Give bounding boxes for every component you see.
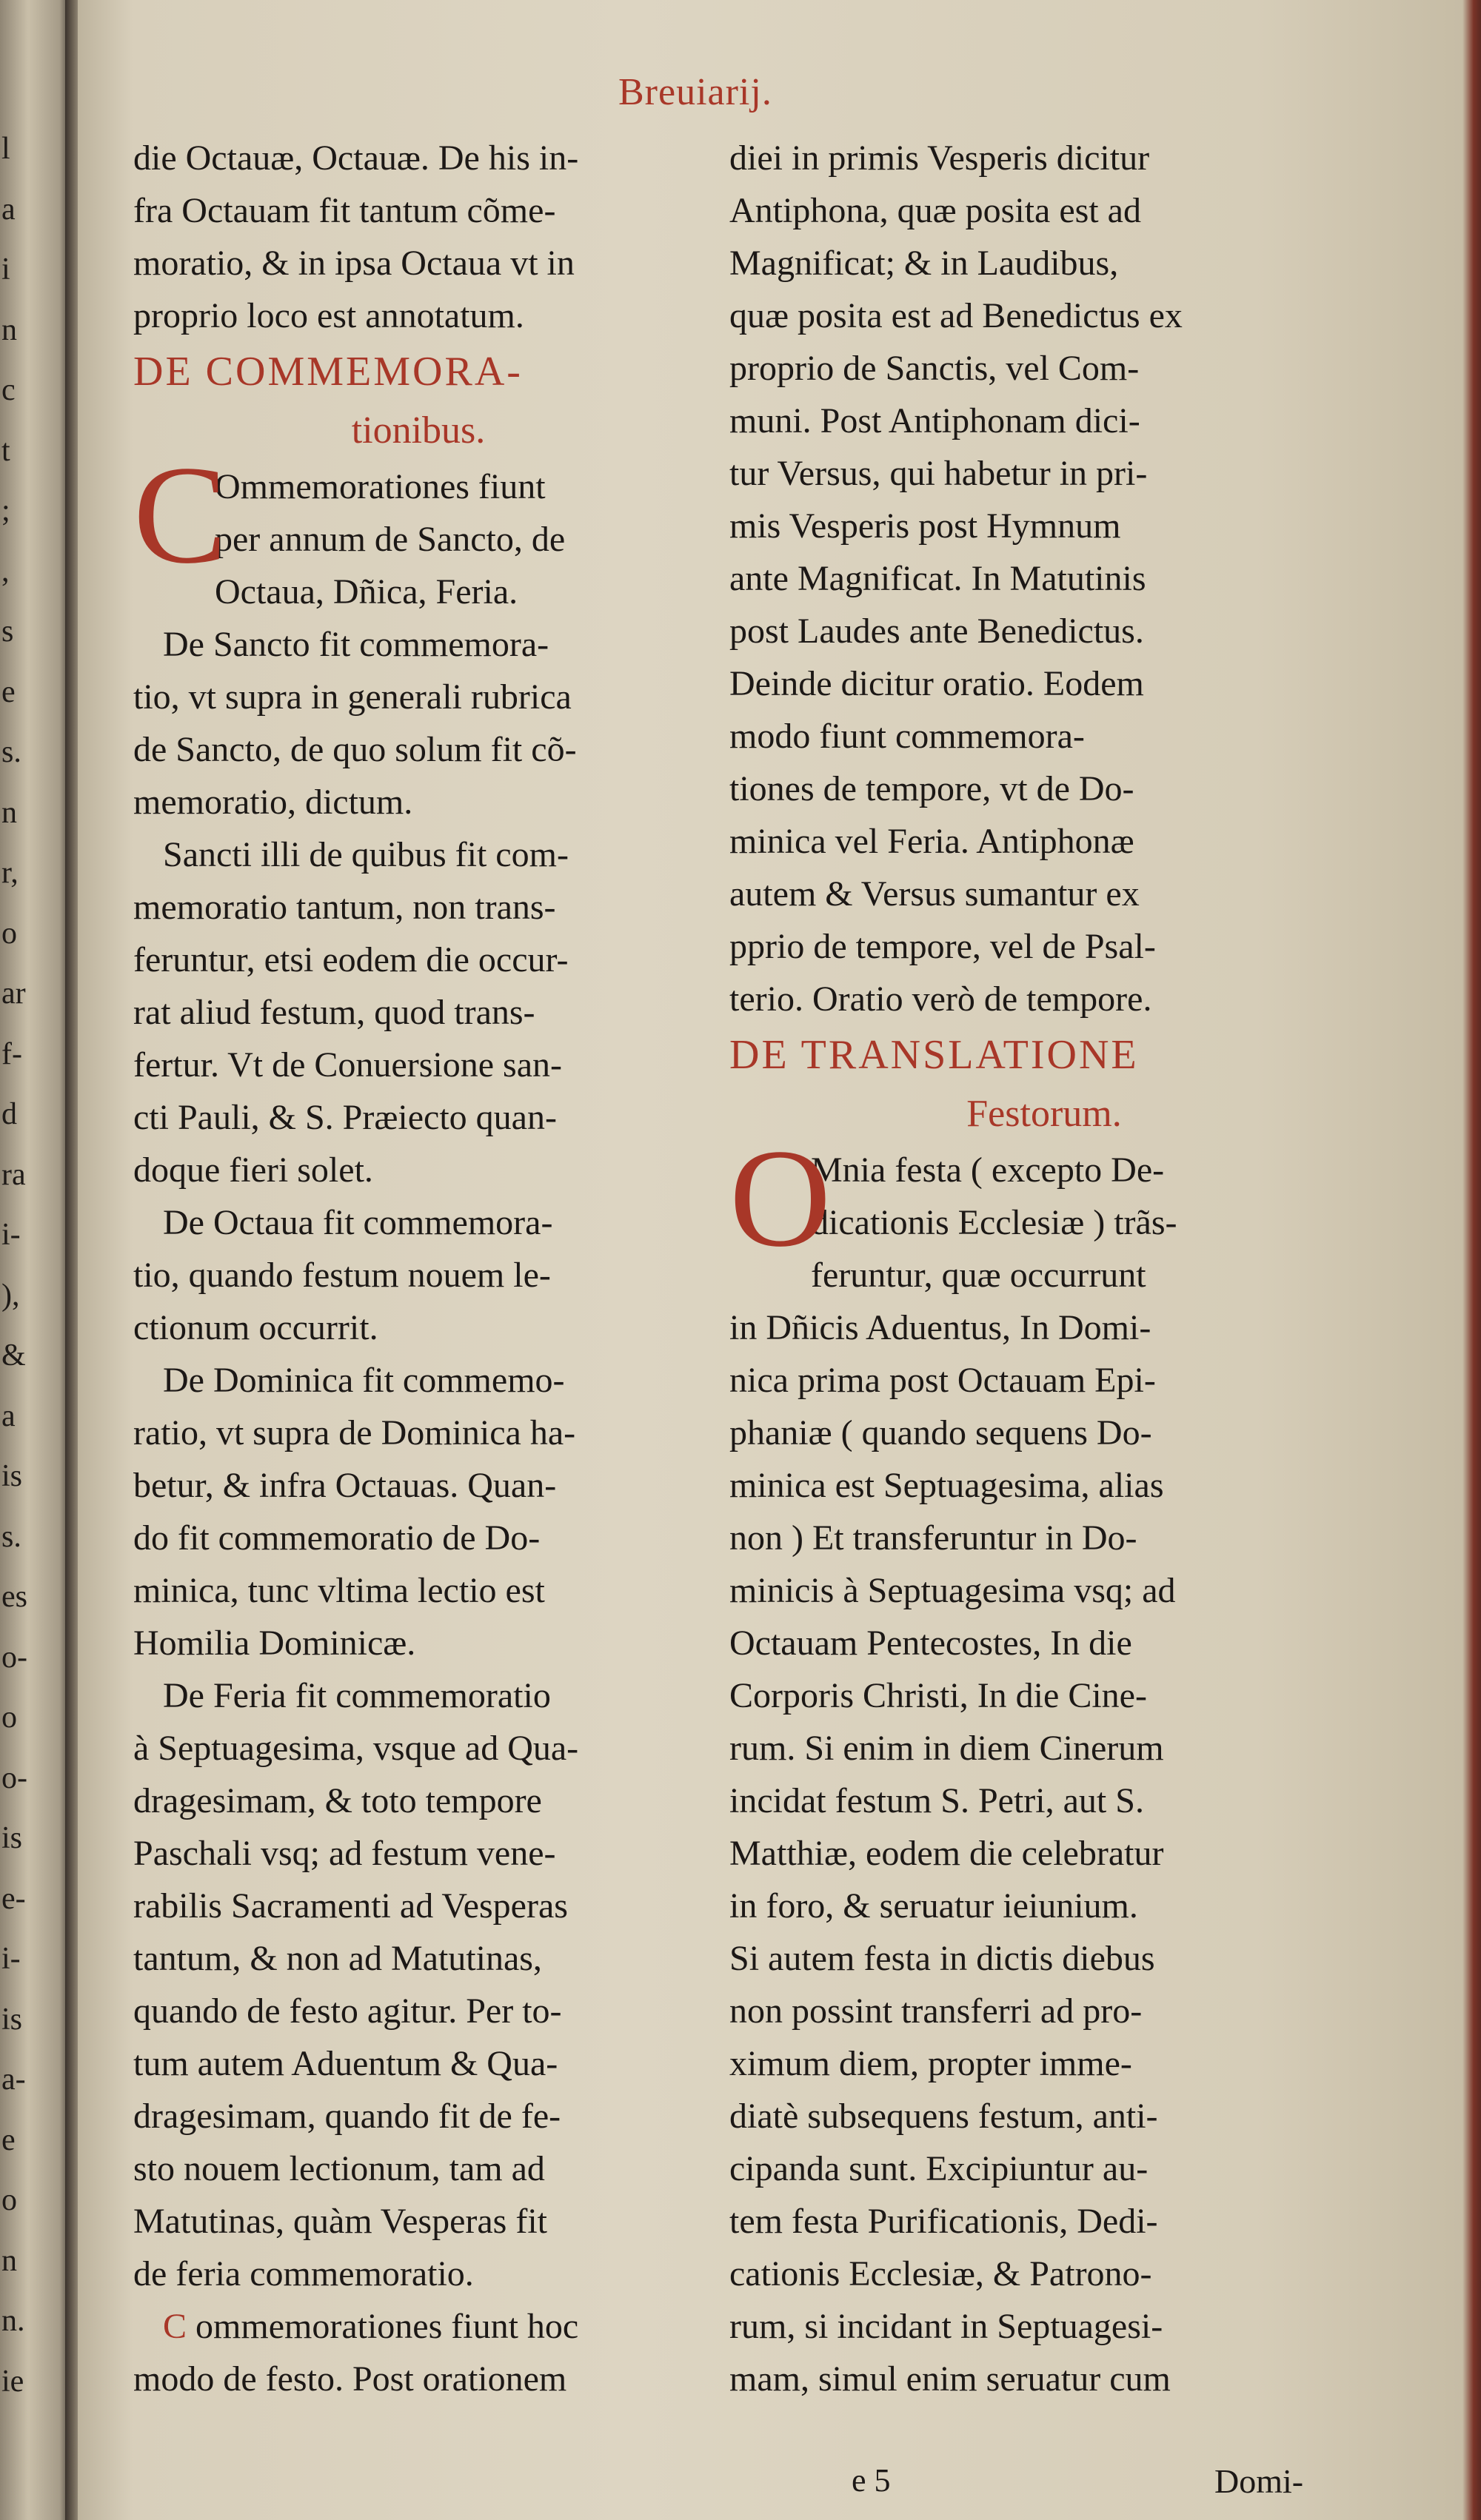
margin-fragment: o	[1, 1700, 17, 1735]
text-line: dragesimam, & toto tempore	[133, 1781, 542, 1820]
text-line: quæ posita est ad Benedictus ex	[729, 296, 1183, 335]
margin-fragment: i	[1, 252, 10, 286]
section-heading-translatione: DE TRANSLATIONE	[729, 1032, 1139, 1078]
text-line: non ) Et transferuntur in Do-	[729, 1518, 1137, 1558]
catchword: Domi-	[1214, 2462, 1304, 2500]
text-line	[133, 2300, 703, 2353]
text-line: memoratio tantum, non trans-	[133, 888, 556, 927]
text-line: tum autem Aduentum & Qua-	[133, 2044, 558, 2083]
text-line: Corporis Christi, In die Cine-	[729, 1676, 1147, 1715]
text-line: autem & Versus sumantur ex	[729, 874, 1140, 914]
margin-fragment: n	[1, 2243, 17, 2278]
right-continuation-text	[729, 132, 1359, 1025]
margin-fragment: t	[1, 433, 10, 468]
text-line: de feria commemoratio.	[133, 2254, 474, 2293]
paragraph-de-dominica	[133, 1354, 703, 1669]
text-line: incidat festum S. Petri, aut S.	[729, 1781, 1144, 1820]
dropcap-paragraph-left	[133, 438, 703, 618]
text-line: tio, quando festum nouem le-	[133, 1256, 551, 1295]
running-head: Breuiarij.	[618, 71, 772, 113]
text-line: Homilia Dominicæ.	[133, 1623, 416, 1663]
text-line: non possint transferri ad pro-	[729, 1991, 1143, 2031]
text-line: phaniæ ( quando sequens Do-	[729, 1413, 1152, 1452]
left-intro-text	[133, 132, 703, 342]
text-line: pprio de tempore, vel de Psal-	[729, 927, 1156, 966]
text-line: Octauam Pentecostes, In die	[729, 1623, 1132, 1663]
text-line: modo de festo. Post orationem	[133, 2359, 567, 2399]
text-line: Si autem festa in dictis diebus	[729, 1939, 1155, 1978]
paragraph-sancti-illi	[133, 828, 703, 1196]
text-line: doque fieri solet.	[133, 1150, 373, 1190]
text-line: ante Magnificat. In Matutinis	[729, 559, 1146, 598]
text-line: minica, tunc vltima lectio est	[133, 1571, 545, 1610]
dropcap-initial-c: C	[133, 438, 227, 593]
text-line: in Dñicis Aduentus, In Domi-	[729, 1308, 1151, 1347]
margin-fragment: a	[1, 192, 16, 227]
dropcap-initial-o: O	[729, 1121, 832, 1276]
initial-c: C	[163, 2307, 196, 2346]
text-line: ctionum occurrit.	[133, 1308, 378, 1347]
text-line: Mnia festa ( excepto De-	[811, 1150, 1165, 1190]
text-line: rum, si incidant in Septuagesi-	[729, 2307, 1163, 2346]
margin-fragment: c	[1, 373, 16, 407]
margin-fragment: ie	[1, 2364, 24, 2399]
margin-fragment: i-	[1, 1942, 21, 1976]
text-line: tantum, & non ad Matutinas,	[133, 1939, 542, 1978]
text-line: sto nouem lectionum, tam ad	[133, 2149, 545, 2188]
text-line: Octaua, Dñica, Feria.	[215, 572, 518, 611]
text-line: tem festa Purificationis, Dedi-	[729, 2202, 1158, 2241]
paragraph-commemorationes-modo	[133, 2300, 703, 2405]
margin-fragment: i-	[1, 1218, 21, 1252]
margin-fragment: is	[1, 1821, 23, 1855]
section-subheading-festorum: Festorum.	[966, 1093, 1122, 1135]
text-line: per annum de Sancto, de	[215, 520, 566, 559]
text-line: minicis à Septuagesima vsq; ad	[729, 1571, 1176, 1610]
text-line: ximum diem, propter imme-	[729, 2044, 1132, 2083]
text-line: De Octaua fit commemora-	[163, 1203, 553, 1242]
right-column	[729, 132, 1359, 2405]
left-column	[133, 132, 703, 2405]
text-line: diei in primis Vesperis dicitur	[729, 138, 1150, 178]
margin-fragment: n	[1, 312, 17, 347]
text-line: minica est Septuagesima, alias	[729, 1466, 1164, 1505]
text-line: diatè subsequens festum, anti-	[729, 2097, 1158, 2136]
text-line: memoratio, dictum.	[133, 783, 413, 822]
text-line: muni. Post Antiphonam dici-	[729, 401, 1140, 440]
margin-fragment: n	[1, 795, 17, 830]
margin-fragment: l	[1, 132, 10, 166]
margin-fragment: e	[1, 674, 16, 709]
text-line: mam, simul enim seruatur cum	[729, 2359, 1171, 2399]
right-translatione-text	[729, 1301, 1359, 2405]
text-line: die Octauæ, Octauæ. De his in-	[133, 138, 579, 178]
text-line: fra Octauam fit tantum cõme-	[133, 191, 556, 230]
text-line: mis Vesperis post Hymnum	[729, 506, 1121, 546]
text-line: De Dominica fit commemo-	[163, 1361, 565, 1400]
text-line: cti Pauli, & S. Præiecto quan-	[133, 1098, 557, 1137]
margin-fragment: ),	[1, 1278, 20, 1313]
text-line: De Feria fit commemoratio	[163, 1676, 551, 1715]
page-right-edge	[1462, 0, 1481, 2520]
margin-fragment: e	[1, 2122, 16, 2157]
text-line: feruntur, quæ occurrunt	[811, 1256, 1146, 1295]
margin-fragment: n.	[1, 2304, 25, 2338]
text-line: cationis Ecclesiæ, & Patrono-	[729, 2254, 1152, 2293]
line-text: ommemorationes fiunt hoc	[195, 2307, 579, 2346]
text-line: De Sancto fit commemora-	[163, 625, 549, 664]
section-subheading-commemorationibus: tionibus.	[351, 409, 486, 452]
text-line: tur Versus, qui habetur in pri-	[729, 454, 1148, 493]
text-line: tio, vt supra in generali rubrica	[133, 677, 572, 717]
text-line: minica vel Feria. Antiphonæ	[729, 822, 1134, 861]
margin-fragment: ,	[1, 554, 10, 589]
margin-fragment: is	[1, 2002, 23, 2037]
text-line: quando de festo agitur. Per to-	[133, 1991, 562, 2031]
text-line: proprio loco est annotatum.	[133, 296, 524, 335]
margin-fragment: o-	[1, 1760, 27, 1795]
text-line: rabilis Sacramenti ad Vesperas	[133, 1886, 568, 1926]
text-line: de Sancto, de quo solum fit cõ-	[133, 730, 577, 769]
text-line: moratio, & in ipsa Octaua vt in	[133, 244, 575, 283]
margin-fragment: a	[1, 1398, 16, 1433]
text-line: Antiphona, quæ posita est ad	[729, 191, 1141, 230]
paragraph-de-sancto	[133, 618, 703, 828]
text-line: cipanda sunt. Excipiuntur au-	[729, 2149, 1149, 2188]
text-line: Paschali vsq; ad festum vene-	[133, 1834, 556, 1873]
text-line: dicationis Ecclesiæ ) trãs-	[811, 1203, 1177, 1242]
text-line: betur, & infra Octauas. Quan-	[133, 1466, 557, 1505]
text-line: nica prima post Octauam Epi-	[729, 1361, 1156, 1400]
margin-fragment: o-	[1, 1640, 27, 1675]
margin-fragment: o	[1, 2183, 17, 2217]
margin-fragment: f-	[1, 1036, 22, 1071]
text-line: rat aliud festum, quod trans-	[133, 993, 535, 1032]
margin-fragment: es	[1, 1580, 27, 1614]
text-line: terio. Oratio verò de tempore.	[729, 979, 1152, 1019]
text-line: in foro, & seruatur ieiunium.	[729, 1886, 1138, 1926]
section-heading-commemorationibus: DE COMMEMORA-	[133, 349, 523, 395]
text-line: post Laudes ante Benedictus.	[729, 611, 1144, 651]
text-line: Sancti illi de quibus fit com-	[163, 835, 569, 874]
text-line: do fit commemoratio de Do-	[133, 1518, 541, 1558]
margin-fragment: s	[1, 614, 14, 649]
text-line: à Septuagesima, vsque ad Qua-	[133, 1729, 579, 1768]
text-line: Matutinas, quàm Vesperas fit	[133, 2202, 548, 2241]
paragraph-de-octaua	[133, 1196, 703, 1354]
margin-fragment: is	[1, 1459, 23, 1493]
text-line: tiones de tempore, vt de Do-	[729, 769, 1134, 808]
margin-fragment: ;	[1, 494, 10, 528]
text-line: Ommemorationes fiunt	[215, 467, 546, 506]
text-line: feruntur, etsi eodem die occur-	[133, 940, 569, 979]
text-line: modo fiunt commemora-	[729, 717, 1085, 756]
margin-fragment: s.	[1, 735, 21, 769]
margin-fragment: o	[1, 916, 17, 951]
dropcap-paragraph-right	[729, 1121, 1359, 1301]
signature-mark: e 5	[852, 2462, 891, 2499]
margin-fragment: s.	[1, 1519, 21, 1554]
paragraph-de-feria	[133, 1669, 703, 2300]
text-line: dragesimam, quando fit de fe-	[133, 2097, 561, 2136]
text-line: Magnificat; & in Laudibus,	[729, 244, 1119, 283]
text-line: ratio, vt supra de Dominica ha-	[133, 1413, 576, 1452]
text-line: proprio de Sanctis, vel Com-	[729, 349, 1140, 388]
margin-fragment: e-	[1, 1881, 26, 1916]
text-line: Matthiæ, eodem die celebratur	[729, 1834, 1164, 1873]
margin-fragment: a-	[1, 2062, 26, 2097]
text-line: rum. Si enim in diem Cinerum	[729, 1729, 1164, 1768]
margin-fragment: ar	[1, 976, 26, 1011]
margin-fragment: &	[1, 1338, 26, 1373]
text-line: Deinde dicitur oratio. Eodem	[729, 664, 1144, 703]
margin-fragment: ra	[1, 1157, 26, 1192]
margin-fragment: r,	[1, 856, 19, 890]
text-line: fertur. Vt de Conuersione san-	[133, 1045, 562, 1085]
margin-fragment: d	[1, 1097, 17, 1131]
